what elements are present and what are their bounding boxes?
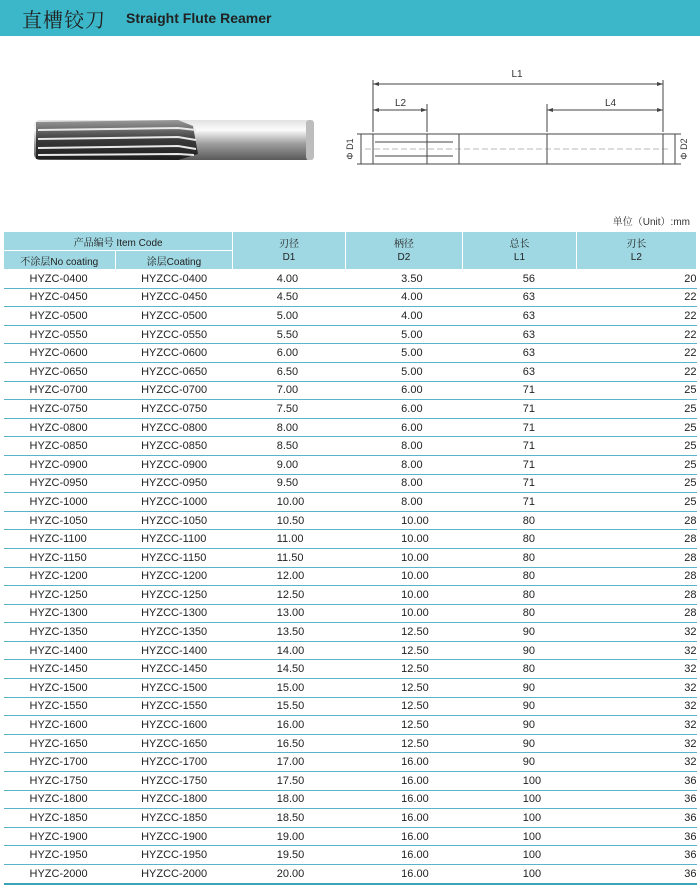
code-coating: HYZCC-0450 [115,288,233,307]
code-no-coating: HYZC-0500 [4,307,116,326]
page-title-english: Straight Flute Reamer [126,10,272,26]
l1-value: 100 [463,809,577,828]
l1-value: 90 [463,753,577,772]
l2-value: 36 [576,827,696,846]
l2-value: 32 [576,753,696,772]
table-row [4,697,697,716]
l2-value: 20 [576,270,696,289]
d2-value: 12.50 [345,734,463,753]
code-no-coating: HYZC-0900 [4,455,116,474]
table-row [4,362,697,381]
code-coating: HYZCC-1250 [115,586,233,605]
code-coating: HYZCC-0550 [115,325,233,344]
l1-value: 71 [463,418,577,437]
l1-value: 100 [463,865,577,884]
l1-value: 100 [463,772,577,791]
code-no-coating: HYZC-0750 [4,400,116,419]
l2-value: 28 [576,530,696,549]
code-coating: HYZCC-1700 [115,753,233,772]
code-no-coating: HYZC-0450 [4,288,116,307]
table-row [4,567,697,586]
table-row [4,307,697,326]
l2-value: 22 [576,344,696,363]
unit-note: 单位（Unit）:mm [612,217,690,228]
l2-value: 32 [576,660,696,679]
d2-value: 16.00 [345,753,463,772]
d1-header-zh: 刃径 [278,238,299,250]
d1-value: 15.50 [233,697,345,716]
code-coating: HYZCC-1650 [115,734,233,753]
l2-value: 32 [576,679,696,698]
d2-value: 5.00 [345,344,463,363]
l1-value: 80 [463,548,577,567]
table-row [4,270,697,289]
l1-value: 71 [463,455,577,474]
l1-value: 80 [463,511,577,530]
d1-value: 14.50 [233,660,345,679]
code-no-coating: HYZC-1500 [4,679,116,698]
l2-value: 28 [576,567,696,586]
d2-value: 8.00 [345,474,463,493]
item-code-header: 产品编号 Item Code [4,232,233,251]
table-row [4,679,697,698]
code-no-coating: HYZC-1350 [4,623,116,642]
d2-value: 5.00 [345,325,463,344]
d1-value: 5.00 [233,307,345,326]
l2-value: 32 [576,697,696,716]
l2-value: 22 [576,288,696,307]
d1-value: 9.50 [233,474,345,493]
d2-value: 10.00 [345,548,463,567]
l1-value: 90 [463,679,577,698]
d1-value: 18.50 [233,809,345,828]
d1-header [233,232,345,270]
d2-value: 16.00 [345,827,463,846]
d1-value: 19.00 [233,827,345,846]
code-no-coating: HYZC-0650 [4,362,116,381]
code-coating: HYZCC-1050 [115,511,233,530]
table-row [4,437,697,456]
code-coating: HYZCC-2000 [115,865,233,884]
l1-value: 90 [463,734,577,753]
dimension-drawing [335,62,695,202]
d2-value: 8.00 [345,437,463,456]
code-no-coating: HYZC-1550 [4,697,116,716]
code-coating: HYZCC-1850 [115,809,233,828]
d1-value: 16.00 [233,716,345,735]
table-row [4,455,697,474]
code-coating: HYZCC-1800 [115,790,233,809]
l1-value: 90 [463,623,577,642]
d1-value: 12.00 [233,567,345,586]
l2-value: 28 [576,511,696,530]
code-no-coating: HYZC-0600 [4,344,116,363]
d2-value: 16.00 [345,809,463,828]
table-row [4,641,697,660]
table-row [4,493,697,512]
d1-value: 20.00 [233,865,345,884]
d1-value: 5.50 [233,325,345,344]
d1-value: 11.50 [233,548,345,567]
l1-value: 56 [463,270,577,289]
l2-header [576,232,696,270]
code-no-coating: HYZC-1050 [4,511,116,530]
l1-value: 63 [463,344,577,363]
code-coating: HYZCC-0700 [115,381,233,400]
d2-value: 6.00 [345,400,463,419]
d1-value: 8.50 [233,437,345,456]
code-coating: HYZCC-0400 [115,270,233,289]
table-row [4,586,697,605]
d2-value: 12.50 [345,623,463,642]
l2-value: 32 [576,641,696,660]
d2-value: 5.00 [345,362,463,381]
code-no-coating: HYZC-1450 [4,660,116,679]
l1-value: 63 [463,325,577,344]
code-coating: HYZCC-1350 [115,623,233,642]
code-no-coating: HYZC-1200 [4,567,116,586]
l2-value: 28 [576,548,696,567]
code-coating: HYZCC-0600 [115,344,233,363]
table-row [4,288,697,307]
d1-value: 13.00 [233,604,345,623]
d1-value: 16.50 [233,734,345,753]
table-row [4,772,697,791]
table-row [4,548,697,567]
l1-value: 100 [463,790,577,809]
table-row [4,344,697,363]
d1-value: 19.50 [233,846,345,865]
l1-value: 100 [463,827,577,846]
code-no-coating: HYZC-1850 [4,809,116,828]
l2-value: 25 [576,455,696,474]
d1-value: 6.00 [233,344,345,363]
code-no-coating: HYZC-0850 [4,437,116,456]
l1-value: 80 [463,530,577,549]
l2-value: 28 [576,604,696,623]
l1-value: 80 [463,660,577,679]
d1-value: 17.50 [233,772,345,791]
code-coating: HYZCC-0900 [115,455,233,474]
no-coating-header: 不涂层No coating [4,251,116,270]
l1-value: 80 [463,604,577,623]
d2-value: 16.00 [345,846,463,865]
d2-value: 12.50 [345,697,463,716]
d1-value: 13.50 [233,623,345,642]
table-row [4,790,697,809]
code-no-coating: HYZC-1300 [4,604,116,623]
d1-value: 10.50 [233,511,345,530]
code-coating: HYZCC-1900 [115,827,233,846]
d2-header [345,232,463,270]
code-no-coating: HYZC-1600 [4,716,116,735]
d2-value: 8.00 [345,493,463,512]
d2-value: 16.00 [345,790,463,809]
d1-value: 8.00 [233,418,345,437]
code-coating: HYZCC-0650 [115,362,233,381]
l2-header-zh: 刃长 [626,238,647,250]
l2-value: 32 [576,734,696,753]
l1-value: 90 [463,641,577,660]
l2-value: 36 [576,846,696,865]
l1-value: 63 [463,288,577,307]
l1-value: 80 [463,567,577,586]
l2-value: 22 [576,325,696,344]
code-no-coating: HYZC-1800 [4,790,116,809]
l1-header [463,232,577,270]
table-row [4,734,697,753]
code-coating: HYZCC-1450 [115,660,233,679]
d2-header-en: D2 [397,251,411,263]
d1-value: 7.00 [233,381,345,400]
code-no-coating: HYZC-0700 [4,381,116,400]
l1-value: 71 [463,437,577,456]
code-no-coating: HYZC-0950 [4,474,116,493]
code-no-coating: HYZC-1750 [4,772,116,791]
l2-value: 25 [576,474,696,493]
code-coating: HYZCC-1150 [115,548,233,567]
code-no-coating: HYZC-1950 [4,846,116,865]
l2-label: L2 [395,98,407,109]
d2-value: 10.00 [345,511,463,530]
spec-table [3,231,697,885]
table-row [4,716,697,735]
d2-value: 16.00 [345,865,463,884]
d2-header-zh: 柄径 [393,238,414,250]
code-no-coating: HYZC-1100 [4,530,116,549]
l1-value: 71 [463,400,577,419]
code-coating: HYZCC-1600 [115,716,233,735]
d1-value: 17.00 [233,753,345,772]
d2-value: 12.50 [345,679,463,698]
l1-label: L1 [511,69,523,80]
code-coating: HYZCC-1550 [115,697,233,716]
l2-value: 22 [576,307,696,326]
d1-value: 4.00 [233,270,345,289]
d1-value: 11.00 [233,530,345,549]
code-coating: HYZCC-1300 [115,604,233,623]
code-no-coating: HYZC-1150 [4,548,116,567]
l2-value: 22 [576,362,696,381]
l1-value: 90 [463,716,577,735]
l4-label: L4 [605,98,617,109]
d1-value: 12.50 [233,586,345,605]
code-coating: HYZCC-1000 [115,493,233,512]
l1-header-en: L1 [513,251,526,263]
l2-value: 25 [576,493,696,512]
d2-value: 12.50 [345,641,463,660]
l1-value: 71 [463,381,577,400]
d1-header-en: D1 [282,251,296,263]
l2-value: 32 [576,623,696,642]
code-coating: HYZCC-1200 [115,567,233,586]
l2-value: 36 [576,790,696,809]
title-bar [0,0,700,36]
table-row [4,865,697,884]
table-row [4,623,697,642]
l2-value: 25 [576,437,696,456]
code-no-coating: HYZC-2000 [4,865,116,884]
d1-label: Φ D1 [345,138,355,160]
table-row [4,827,697,846]
coating-header: 涂层Coating [115,251,233,270]
d1-value: 15.00 [233,679,345,698]
d2-value: 3.50 [345,270,463,289]
d2-value: 10.00 [345,530,463,549]
code-no-coating: HYZC-1400 [4,641,116,660]
d2-value: 12.50 [345,716,463,735]
d2-value: 6.00 [345,418,463,437]
table-row [4,418,697,437]
d1-value: 18.00 [233,790,345,809]
table-row [4,530,697,549]
code-no-coating: HYZC-1900 [4,827,116,846]
table-row [4,753,697,772]
code-coating: HYZCC-1500 [115,679,233,698]
d2-value: 10.00 [345,604,463,623]
code-no-coating: HYZC-1650 [4,734,116,753]
d2-value: 4.00 [345,288,463,307]
l1-value: 71 [463,474,577,493]
d1-value: 10.00 [233,493,345,512]
table-row [4,660,697,679]
table-row [4,809,697,828]
l2-value: 32 [576,716,696,735]
code-coating: HYZCC-1950 [115,846,233,865]
l2-value: 25 [576,400,696,419]
l2-value: 36 [576,809,696,828]
d2-value: 10.00 [345,567,463,586]
l2-value: 36 [576,865,696,884]
l2-header-en: L2 [630,251,642,263]
code-no-coating: HYZC-1250 [4,586,116,605]
d2-value: 6.00 [345,381,463,400]
code-coating: HYZCC-0850 [115,437,233,456]
l2-value: 25 [576,381,696,400]
code-no-coating: HYZC-0400 [4,270,116,289]
code-coating: HYZCC-0800 [115,418,233,437]
reamer-photo [28,110,318,190]
d2-value: 12.50 [345,660,463,679]
d1-value: 4.50 [233,288,345,307]
code-no-coating: HYZC-0550 [4,325,116,344]
l1-value: 100 [463,846,577,865]
code-coating: HYZCC-0950 [115,474,233,493]
l1-value: 90 [463,697,577,716]
d1-value: 6.50 [233,362,345,381]
code-coating: HYZCC-1750 [115,772,233,791]
l1-value: 71 [463,493,577,512]
d2-label: Φ D2 [679,138,689,160]
table-row [4,381,697,400]
d1-value: 7.50 [233,400,345,419]
l1-value: 80 [463,586,577,605]
l2-value: 28 [576,586,696,605]
l2-value: 36 [576,772,696,791]
table-row [4,846,697,865]
d2-value: 10.00 [345,586,463,605]
code-coating: HYZCC-0750 [115,400,233,419]
d1-value: 9.00 [233,455,345,474]
table-row [4,325,697,344]
code-coating: HYZCC-1100 [115,530,233,549]
d2-value: 4.00 [345,307,463,326]
code-no-coating: HYZC-0800 [4,418,116,437]
code-coating: HYZCC-1400 [115,641,233,660]
l1-value: 63 [463,307,577,326]
l2-value: 25 [576,418,696,437]
l1-header-zh: 总长 [509,238,530,250]
table-row [4,400,697,419]
page-title-chinese: 直槽铰刀 [22,9,106,32]
code-no-coating: HYZC-1000 [4,493,116,512]
code-no-coating: HYZC-1700 [4,753,116,772]
table-row [4,604,697,623]
d2-value: 16.00 [345,772,463,791]
table-row [4,511,697,530]
l1-value: 63 [463,362,577,381]
d2-value: 8.00 [345,455,463,474]
d1-value: 14.00 [233,641,345,660]
table-row [4,474,697,493]
code-coating: HYZCC-0500 [115,307,233,326]
